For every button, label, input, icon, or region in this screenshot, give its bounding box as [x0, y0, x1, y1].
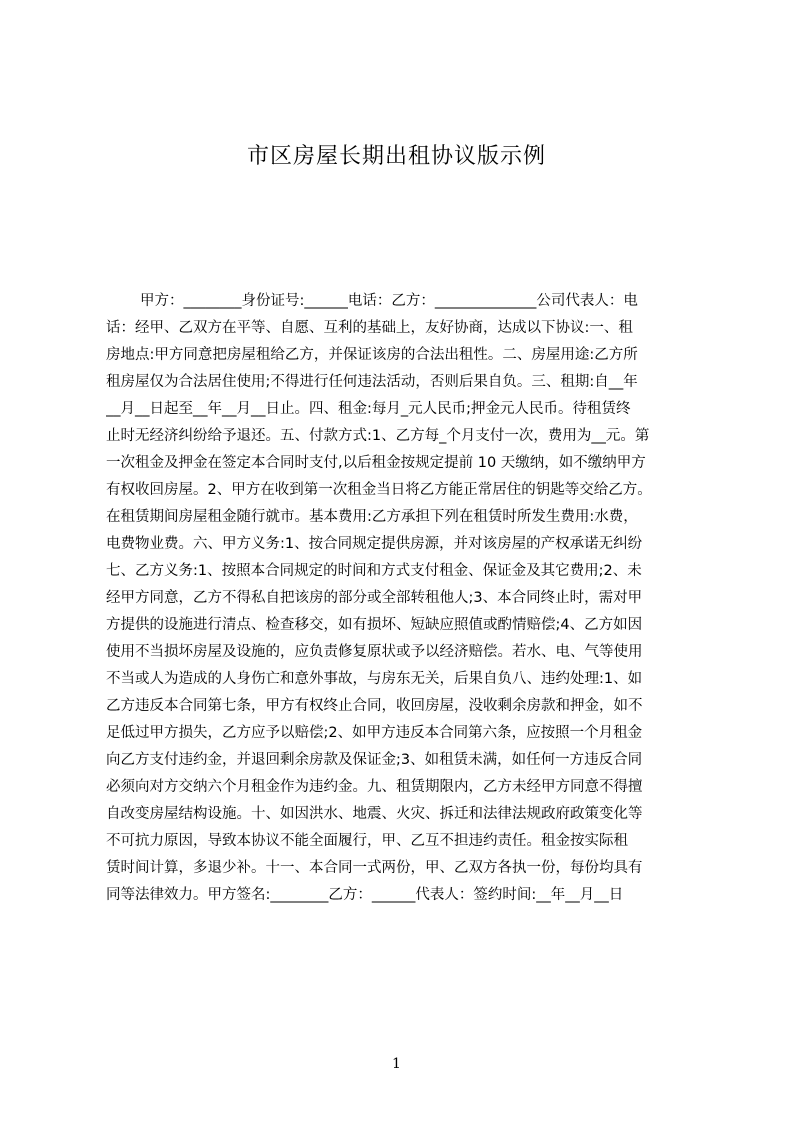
body-line: 乙方违反本合同第七条，甲方有权终止合同，收回房屋，没收剩余房款和押金，如不 [106, 698, 643, 714]
body-line: 使用不当损坏房屋及设施的，应负责修复原状或予以经济赔偿。若水、电、气等使用 [106, 644, 643, 660]
body-line: 一次租金及押金在签定本合同时支付,以后租金按规定提前 10 天缴纳，如不缴纳甲方 [106, 455, 646, 471]
agreement-body [106, 288, 704, 909]
body-line: 止时无经济纠纷给予退还。五、付款方式:1、乙方每_个月支付一次，费用为__元。第 [106, 428, 650, 444]
body-line: 房地点:甲方同意把房屋租给乙方，并保证该房的合法出租性。二、房屋用途:乙方所 [106, 347, 638, 363]
body-line: 向乙方支付违约金，并退回剩余房款及保证金;3、如租赁未满，如任何一方违反合同 [106, 752, 643, 768]
body-line: 方提供的设施进行清点、检查移交，如有损坏、短缺应照值或酌情赔偿;4、乙方如因 [106, 617, 643, 633]
body-line: 不当或人为造成的人身伤亡和意外事故，与房东无关，后果自负八、违约处理:1、如 [106, 671, 643, 687]
body-line: __月__日起至__年__月__日止。四、租金:每月_元人民币;押金元人民币。待租赁终 [106, 401, 631, 417]
body-line: 租房屋仅为合法居住使用;不得进行任何违法活动，否则后果自负。三、租期:自__年 [106, 374, 638, 390]
body-line: 七、乙方义务:1、按照本合同规定的时间和方式支付租金、保证金及其它费用;2、未 [106, 563, 642, 579]
body-line: 电费物业费。六、甲方义务:1、按合同规定提供房源，并对该房屋的产权承诺无纠纷 [106, 536, 643, 552]
body-line: 必须向对方交纳六个月租金作为违约金。九、租赁期限内，乙方未经甲方同意不得擅 [106, 779, 643, 795]
body-line: 经甲方同意，乙方不得私自把该房的部分或全部转租他人;3、本合同终止时，需对甲 [106, 590, 643, 606]
page-number: 1 [392, 1056, 401, 1072]
body-line: 足低过甲方损失，乙方应予以赔偿;2、如甲方违反本合同第六条，应按照一个月租金 [106, 725, 643, 741]
body-line: 同等法律效力。甲方签名:________乙方：______代表人：签约时间:__年__月__日 [106, 887, 624, 903]
body-line: 话：经甲、乙双方在平等、自愿、互利的基础上，友好协商，达成以下协议:一、租 [106, 320, 633, 336]
body-line: 甲方：________身份证号:______电话：乙方：______________公司代表人：电 [140, 293, 638, 309]
body-line: 在租赁期间房屋租金随行就市。基本费用:乙方承担下列在租赁时所发生费用:水费， [106, 509, 638, 525]
body-line: 有权收回房屋。2、甲方在收到第一次租金当日将乙方能正常居住的钥匙等交给乙方。 [106, 482, 652, 498]
body-line: 赁时间计算，多退少补。十一、本合同一式两份，甲、乙双方各执一份，每份均具有 [106, 860, 643, 876]
document-title: 市区房屋长期出租协议版示例 [246, 144, 546, 169]
body-line: 自改变房屋结构设施。十、如因洪水、地震、火灾、拆迁和法律法规政府政策变化等 [106, 806, 643, 822]
body-line: 不可抗力原因，导致本协议不能全面履行，甲、乙互不担违约责任。租金按实际租 [106, 833, 628, 849]
